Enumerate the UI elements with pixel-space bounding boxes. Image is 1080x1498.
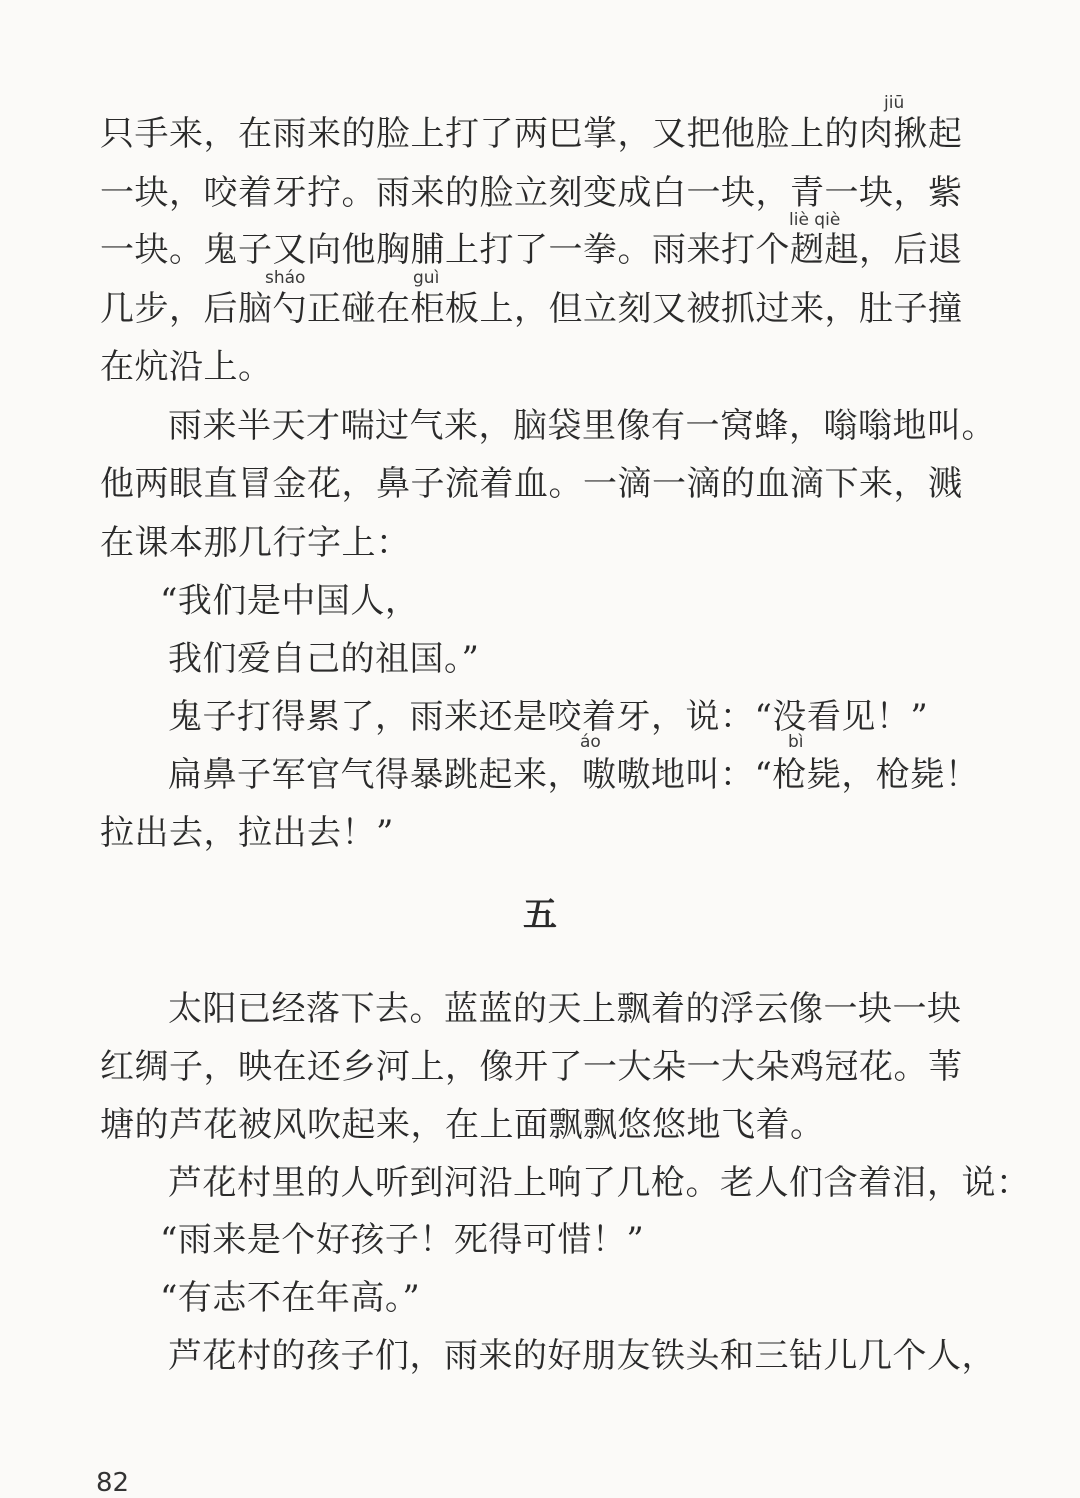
text-line: 拉出去，拉出去！” bbox=[100, 813, 394, 853]
pinyin-lie-qie: liè qiè bbox=[789, 210, 841, 230]
text-line: 只手来，在雨来的脸上打了两巴掌，又把他脸上的肉揪起 bbox=[100, 114, 963, 154]
text-line: 在课本那几行字上： bbox=[100, 523, 411, 563]
text-line: 他两眼直冒金花，鼻子流着血。一滴一滴的血滴下来，溅 bbox=[100, 464, 963, 504]
text-line: 扁鼻子军官气得暴跳起来，嗷嗷地叫：“枪毙，枪毙！ bbox=[168, 755, 980, 795]
text-line: 我们爱自己的祖国。” bbox=[168, 639, 480, 679]
text-line: 雨来半天才喘过气来，脑袋里像有一窝蜂，嗡嗡地叫。 bbox=[168, 406, 996, 446]
pinyin-shao: sháo bbox=[265, 268, 306, 288]
text-line: 芦花村的孩子们，雨来的好朋友铁头和三钻儿几个人， bbox=[168, 1336, 996, 1376]
text-line: 几步，后脑勺正碰在柜板上，但立刻又被抓过来，肚子撞 bbox=[100, 289, 963, 329]
text-line: “我们是中国人， bbox=[160, 581, 420, 621]
text-line: 塘的芦花被风吹起来，在上面飘飘悠悠地飞着。 bbox=[100, 1105, 825, 1145]
text-line: 芦花村里的人听到河沿上响了几枪。老人们含着泪，说： bbox=[168, 1163, 1031, 1203]
text-line: 太阳已经落下去。蓝蓝的天上飘着的浮云像一块一块 bbox=[168, 989, 962, 1029]
pinyin-bi: bì bbox=[788, 732, 804, 752]
text-line: 一块，咬着牙拧。雨来的脸立刻变成白一块，青一块，紫 bbox=[100, 173, 963, 213]
text-line: 鬼子打得累了，雨来还是咬着牙，说：“没看见！” bbox=[168, 697, 929, 737]
text-line: 一块。鬼子又向他胸脯上打了一拳。雨来打个趔趄，后退 bbox=[100, 230, 963, 270]
pinyin-ao: áo bbox=[580, 732, 601, 752]
pinyin-jiu: jiū bbox=[884, 93, 905, 113]
text-line: “有志不在年高。” bbox=[160, 1278, 421, 1318]
page-number: 82 bbox=[96, 1468, 130, 1498]
text-line: 在炕沿上。 bbox=[100, 347, 273, 387]
pinyin-gui: guì bbox=[413, 268, 440, 288]
text-line: “雨来是个好孩子！死得可惜！” bbox=[160, 1220, 645, 1260]
text-line: 红绸子，映在还乡河上，像开了一大朵一大朵鸡冠花。苇 bbox=[100, 1047, 963, 1087]
section-heading: 五 bbox=[523, 895, 557, 935]
